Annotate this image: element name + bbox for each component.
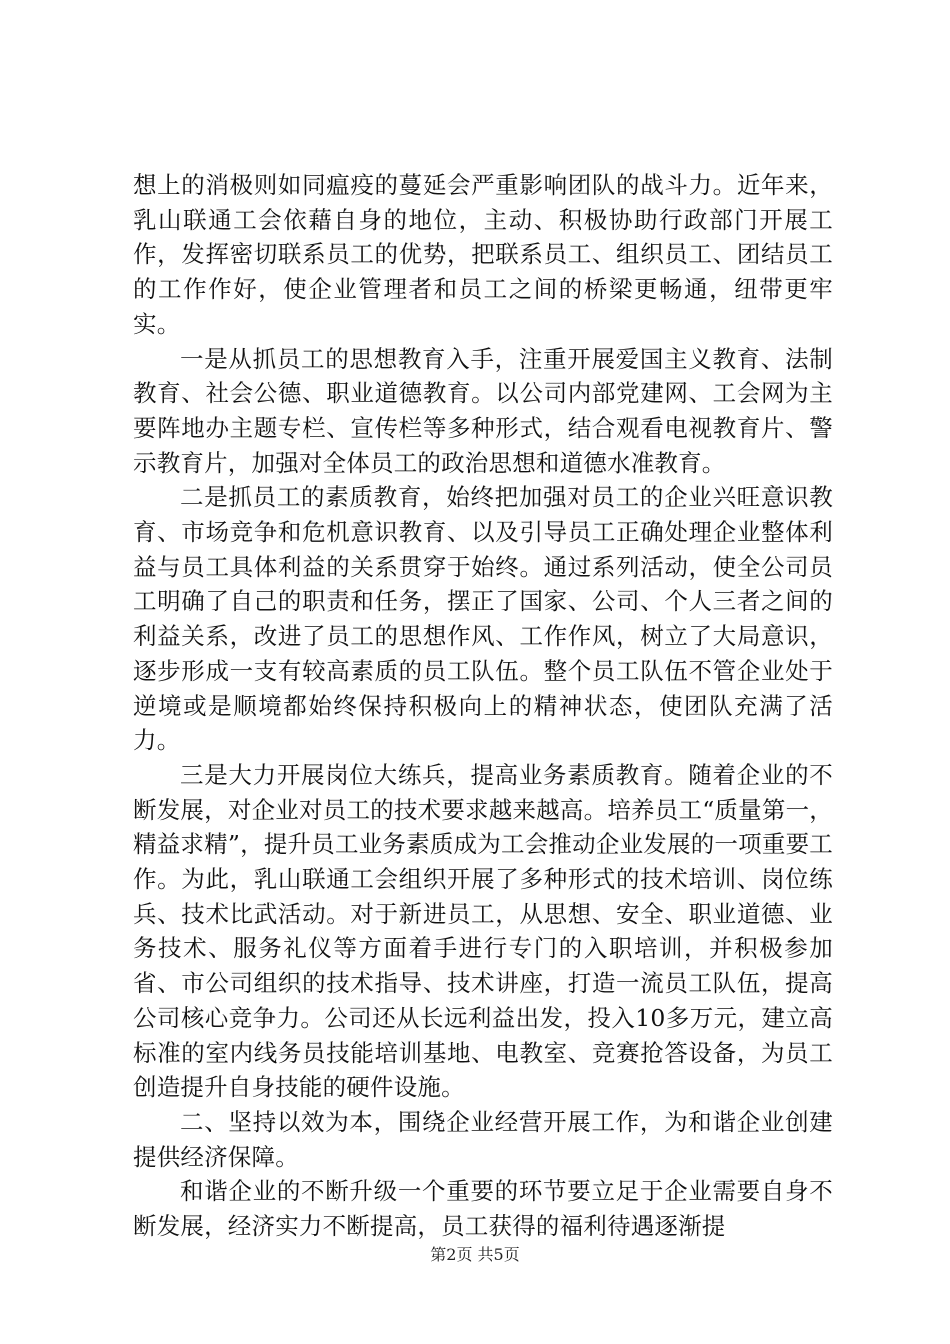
paragraph-2: 一是从抓员工的思想教育入手，注重开展爱国主义教育、法制教育、社会公德、职业道德教育。以公司内部党建网、工会网为主要阵地办主题专栏、宣传栏等多种形式，结合观看电视教育片、警示教育片，加强对全体员工的政治思想和道德水准教育。 (133, 344, 833, 477)
paragraph-1: 想上的消极则如同瘟疫的蔓延会严重影响团队的战斗力。近年来，乳山联通工会依藉自身的地位，主动、积极协助行政部门开展工作，发挥密切联系员工的优势，把联系员工、组织员工、团结员工的工作作好，使企业管理者和员工之间的桥梁更畅通，纽带更牢实。 (133, 171, 833, 338)
paragraph-6: 和谐企业的不断升级一个重要的环节要立足于企业需要自身不断发展，经济实力不断提高，员工获得的福利待遇逐渐提 (133, 1177, 833, 1241)
paragraph-4: 三是大力开展岗位大练兵，提高业务素质教育。随着企业的不断发展，对企业对员工的技术要求越来越高。培养员工“质量第一，精益求精”，提升员工业务素质成为工会推动企业发展的一项重要工作。为此，乳山联通工会组织开展了多种形式的技术培训、岗位练兵、技术比武活动。对于新进员工，从思想、安全、职业道德、业务技术、服务礼仪等方面着手进行专门的入职培训，并积极参加省、市公司组织的技术指导、技术讲座，打造一流员工队伍，提高公司核心竞争力。公司还从长远利益出发，投入10多万元，建立高标准的室内线务员技能培训基地、电教室、竞赛抢答设备，为员工创造提升自身技能的硬件设施。 (133, 760, 833, 1102)
paragraph-5: 二、坚持以效为本，围绕企业经营开展工作，为和谐企业创建提供经济保障。 (133, 1107, 833, 1171)
paragraph-3: 二是抓员工的素质教育，始终把加强对员工的企业兴旺意识教育、市场竞争和危机意识教育、以及引导员工正确处理企业整体利益与员工具体利益的关系贯穿于始终。通过系列活动，使全公司员工明确了自己的职责和任务，摆正了国家、公司、个人三者之间的利益关系，改进了员工的思想作风、工作作风，树立了大局意识，逐步形成一支有较高素质的员工队伍。整个员工队伍不管企业处于逆境或是顺境都始终保持积极向上的精神状态，使团队充满了活力。 (133, 483, 833, 755)
document-body (133, 168, 833, 1244)
page-number-footer: 第2页 共5页 (430, 1245, 520, 1264)
